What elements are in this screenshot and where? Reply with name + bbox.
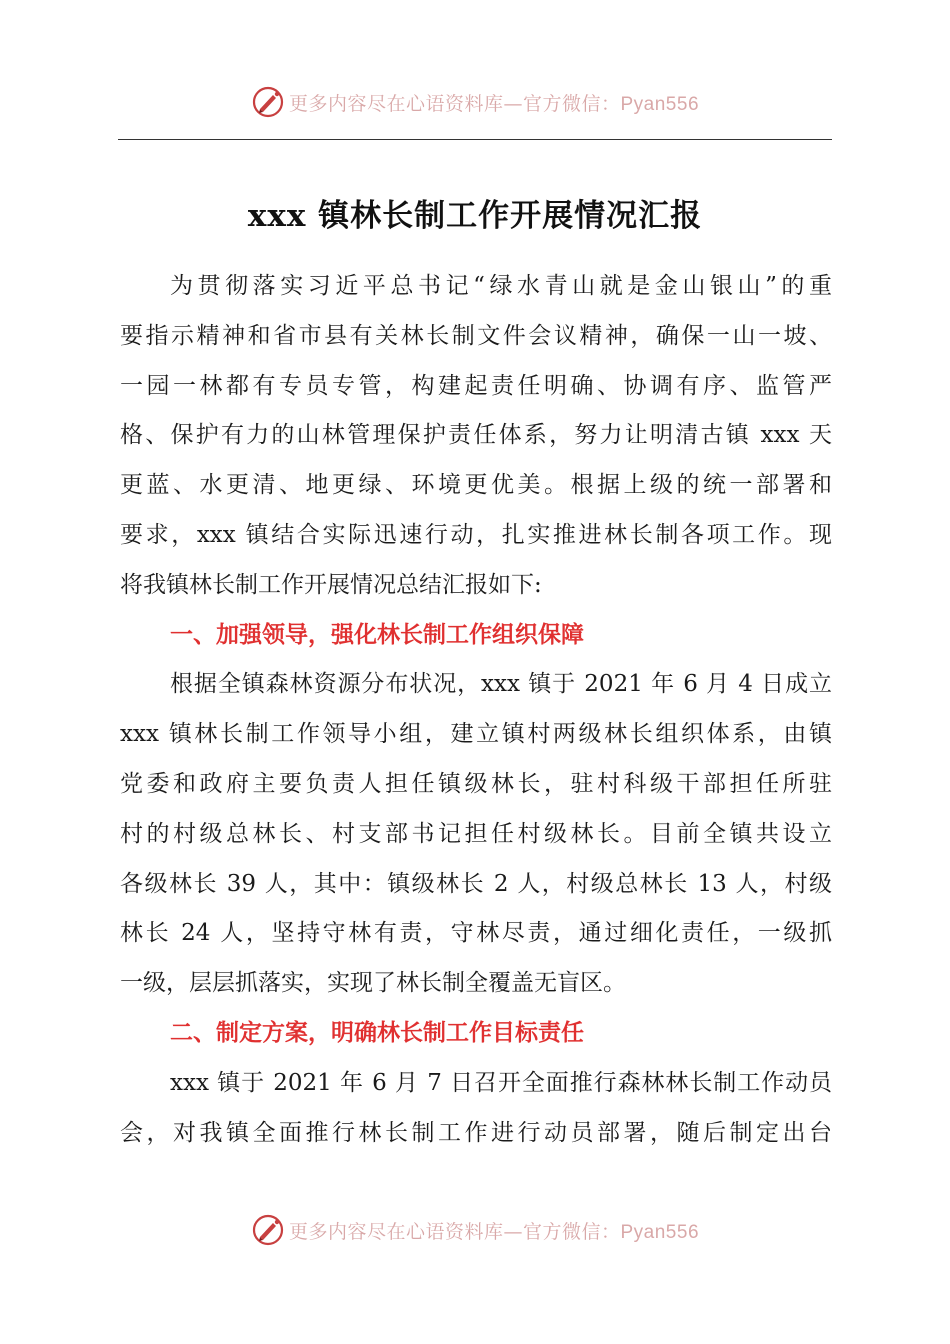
paragraph-line: 林长 24 人，坚持守林有责，守林尽责，通过细化责任，一级抓 [120,920,832,947]
header-banner [0,82,950,122]
header-wechat-id: Pyan556 [620,93,700,115]
paragraph-line: 要求，xxx 镇结合实际迅速行动，扎实推进林长制各项工作。现 [120,521,832,548]
paragraph-line: 将我镇林长制工作开展情况总结汇报如下: [120,571,542,598]
paragraph-line: 根据全镇森林资源分布状况，xxx 镇于 2021 年 6 月 4 日成立 [170,671,832,698]
paragraph-line: 党委和政府主要负责人担任镇级林长，驻村科级干部担任所驻 [120,770,832,797]
paragraph-line: 一级，层层抓落实，实现了林长制全覆盖无盲区。 [120,970,626,997]
paragraph-line: 要指示精神和省市县有关林长制文件会议精神，确保一山一坡、 [120,322,832,349]
paragraph-line: 格、保护有力的山林管理保护责任体系，努力让明清古镇 xxx 天 [120,422,832,449]
paragraph-line: 会，对我镇全面推行林长制工作进行动员部署，随后制定出台 [120,1119,832,1146]
header-banner-text: 更多内容尽在心语资料库—官方微信：Pyan556 [288,92,700,115]
document-body [120,262,832,1158]
header-divider [118,139,832,140]
paragraph-line: 各级林长 39 人，其中：镇级林长 2 人，村级总林长 13 人，村级 [120,870,832,897]
paragraph-line: 更蓝、水更清、地更绿、环境更优美。根据上级的统一部署和 [120,472,832,499]
footer-banner [0,1210,950,1250]
paragraph-line: 为贯彻落实习近平总书记“绿水青山就是金山银山”的重 [170,273,832,299]
pen-logo-icon [251,1213,285,1247]
paragraph-line: 村的村级总林长、村支部书记担任村级林长。目前全镇共设立 [120,820,832,847]
pen-logo-icon [251,85,285,119]
section-heading-2: 二、制定方案，明确林长制工作目标责任 [170,1019,584,1046]
paragraph-line: xxx 镇于 2021 年 6 月 7 日召开全面推行森林林长制工作动员 [170,1069,832,1096]
paragraph-line: 一园一林都有专员专管，构建起责任明确、协调有序、监管严 [120,372,832,399]
section-heading-1: 一、加强领导，强化林长制工作组织保障 [170,621,584,648]
footer-banner-text: 更多内容尽在心语资料库—官方微信：Pyan556 [288,1220,700,1243]
paragraph-line: xxx 镇林长制工作领导小组，建立镇村两级林长组织体系，由镇 [120,721,832,748]
document-title: xxx 镇林长制工作开展情况汇报 [247,198,703,234]
footer-wechat-id: Pyan556 [620,1221,700,1243]
